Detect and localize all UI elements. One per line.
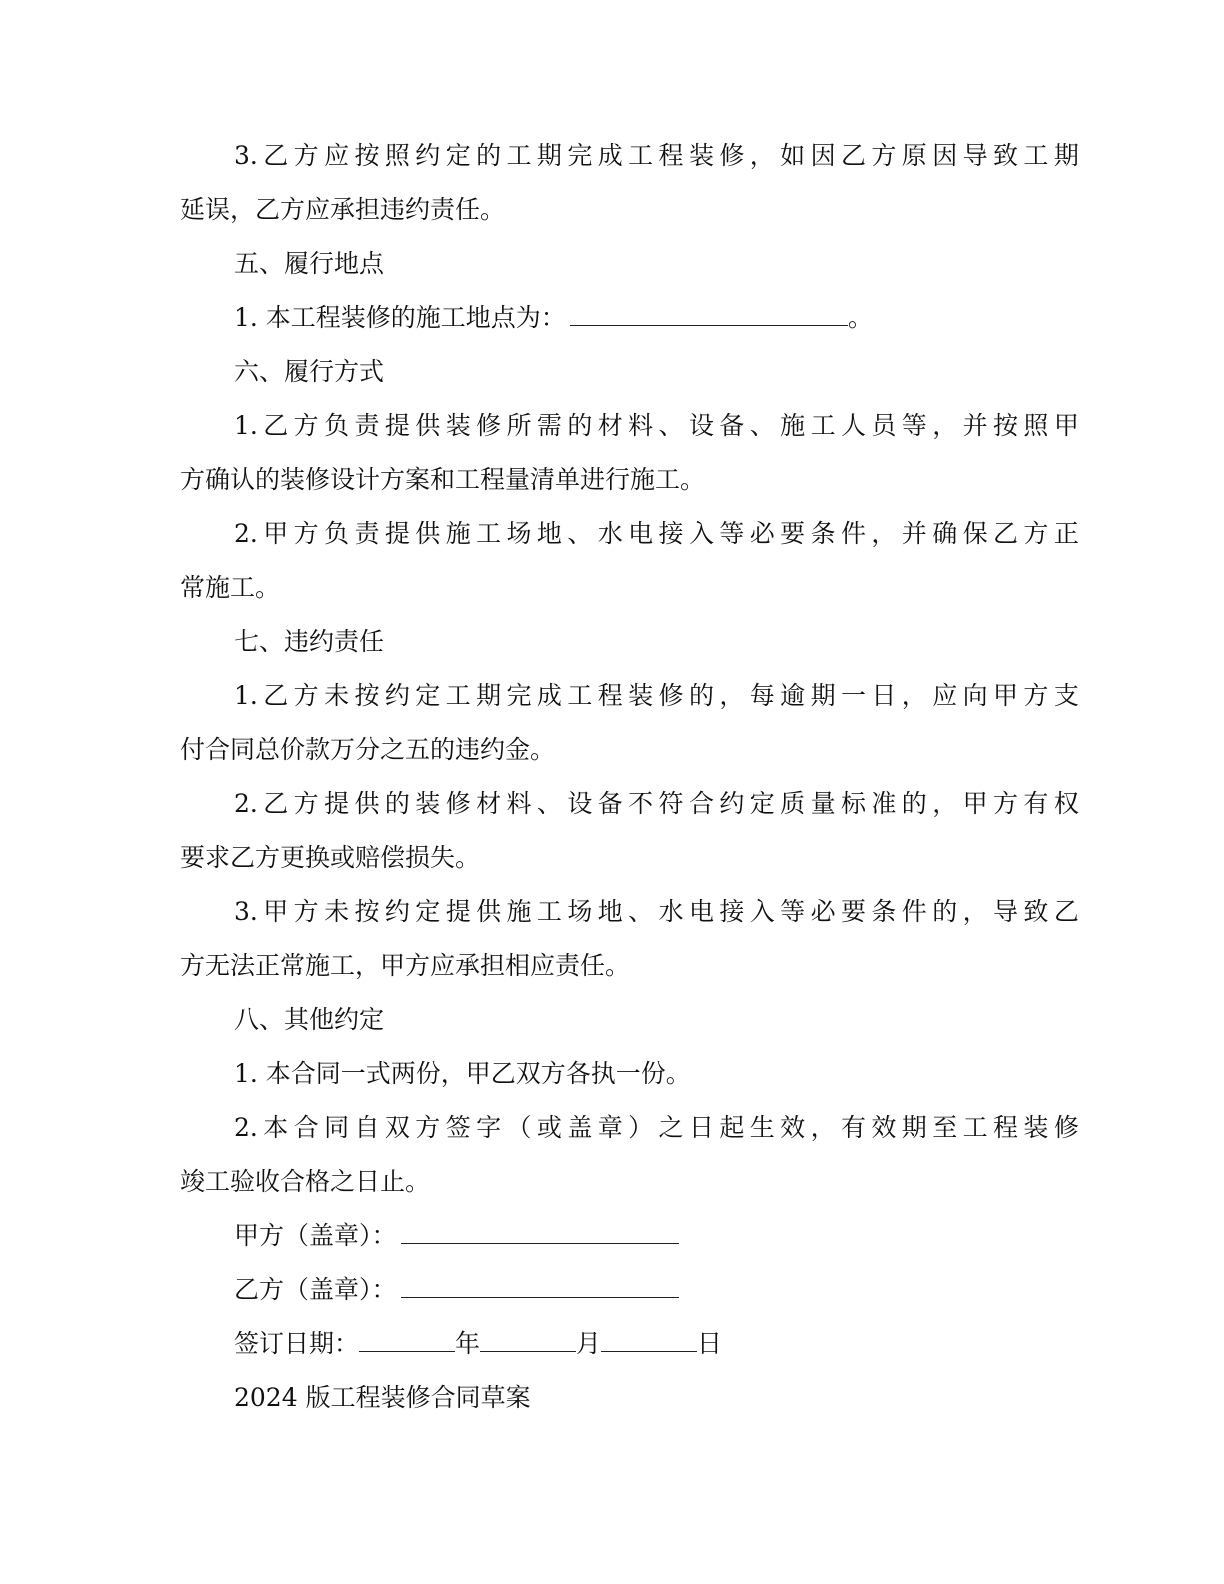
text-char: 的: [476, 141, 502, 170]
day-blank: [601, 1329, 697, 1352]
clause-6-2-line-2: 常施工。: [180, 573, 281, 602]
month-label: 月: [576, 1329, 602, 1358]
text-char: 接: [719, 897, 745, 926]
text-char: 方: [1023, 681, 1049, 710]
text-char: 的: [901, 789, 927, 818]
year-label: 年: [455, 1329, 481, 1358]
text-char: 修: [1053, 1113, 1079, 1142]
text-char: 员: [871, 411, 897, 440]
text-char: 起: [719, 1113, 745, 1142]
text-char: 提: [445, 897, 471, 926]
text-char: 未: [324, 681, 350, 710]
text-char: 的: [688, 681, 714, 710]
text-char: ，: [719, 681, 745, 710]
text-char: 工: [810, 411, 836, 440]
text-char: 供: [415, 411, 441, 440]
text-char: 2.: [234, 519, 258, 548]
text-char: 向: [962, 681, 988, 710]
text-char: 负: [324, 519, 350, 548]
text-char: 工: [962, 1113, 988, 1142]
text-char: 设: [567, 789, 593, 818]
text-char: ，: [810, 1113, 836, 1142]
text-char: 工: [628, 141, 654, 170]
text-char: 场: [506, 519, 532, 548]
text-char: 责: [354, 519, 380, 548]
text-char: 期: [1053, 141, 1079, 170]
section-5-heading: 五、履行地点: [234, 249, 385, 278]
text-char: 装: [415, 789, 441, 818]
text-char: 人: [840, 411, 866, 440]
text-char: 合: [688, 789, 714, 818]
text-char: 装: [445, 411, 471, 440]
text-char: 方: [415, 1113, 441, 1142]
section-7-heading: 七、违约责任: [234, 627, 385, 656]
text-char: 必: [749, 519, 775, 548]
text-char: 修: [445, 789, 471, 818]
party-b-signature: [234, 1274, 1094, 1306]
text-char: 日: [871, 681, 897, 710]
clause-8-2-line-2: 竣工验收合格之日止。: [180, 1167, 431, 1196]
text-char: ，: [932, 411, 958, 440]
text-char: 提: [324, 789, 350, 818]
text-char: 之: [658, 1113, 684, 1142]
text-char: 材: [597, 411, 623, 440]
clause-7-2-line-1: [234, 788, 1079, 820]
text-char: 场: [567, 897, 593, 926]
text-char: 方: [293, 681, 319, 710]
text-char: 并: [962, 411, 988, 440]
text-char: 致: [1023, 897, 1049, 926]
text-char: 设: [688, 411, 714, 440]
text-char: 至: [932, 1113, 958, 1142]
text-char: 乙: [993, 519, 1019, 548]
text-char: 定: [749, 789, 775, 818]
text-char: 不: [628, 789, 654, 818]
text-char: 工: [1023, 141, 1049, 170]
text-char: 方: [293, 141, 319, 170]
text-char: 条: [810, 519, 836, 548]
text-char: 生: [749, 1113, 775, 1142]
text-char: 1.: [234, 411, 258, 440]
text-char: 装: [1023, 1113, 1049, 1142]
clause-8-2-line-1: [234, 1112, 1079, 1144]
text-char: 供: [354, 789, 380, 818]
text-char: 等: [901, 411, 927, 440]
text-char: ，: [962, 897, 988, 926]
text-char: 、: [567, 519, 593, 548]
text-char: 准: [871, 789, 897, 818]
text-char: 期: [536, 141, 562, 170]
text-char: 负: [324, 411, 350, 440]
text-char: 致: [993, 141, 1019, 170]
text-char: 水: [597, 519, 623, 548]
clause-6-2-line-1: [234, 518, 1079, 550]
text-char: 合: [293, 1113, 319, 1142]
text-char: 甲: [1053, 411, 1079, 440]
text-char: 水: [658, 897, 684, 926]
text-char: 修: [719, 141, 745, 170]
text-char: 乙: [263, 411, 289, 440]
text-char: 件: [840, 519, 866, 548]
text-char: 有: [1023, 789, 1049, 818]
section-6-heading: 六、履行方式: [234, 357, 385, 386]
text-char: 提: [384, 411, 410, 440]
text-char: 成: [536, 681, 562, 710]
text-char: 材: [476, 789, 502, 818]
text-char: 方: [293, 789, 319, 818]
text-char: 件: [901, 897, 927, 926]
month-blank: [480, 1329, 576, 1352]
text-char: 等: [780, 897, 806, 926]
text-char: （: [506, 1113, 532, 1142]
text-char: 乙: [263, 681, 289, 710]
text-char: 期: [901, 1113, 927, 1142]
text-char: 料: [628, 411, 654, 440]
text-char: 标: [840, 789, 866, 818]
text-char: 权: [1053, 789, 1079, 818]
text-char: 有: [840, 1113, 866, 1142]
text-char: 工: [476, 519, 502, 548]
clause-6-1-line-2: 方确认的装修设计方案和工程量清单进行施工。: [180, 465, 706, 494]
footer-title: 2024 版工程装修合同草案: [234, 1383, 531, 1412]
text-char: 要: [840, 897, 866, 926]
clause-5-1-label: 1. 本工程装修的施工地点为：: [234, 303, 566, 332]
text-char: 字: [476, 1113, 502, 1142]
text-char: 供: [415, 519, 441, 548]
text-char: 2.: [234, 1113, 258, 1142]
text-char: 工: [506, 141, 532, 170]
text-char: 章: [597, 1113, 623, 1142]
text-char: 的: [567, 411, 593, 440]
text-char: 原: [901, 141, 927, 170]
text-char: 装: [688, 141, 714, 170]
text-char: 方: [293, 519, 319, 548]
text-char: 效: [871, 1113, 897, 1142]
text-char: 质: [780, 789, 806, 818]
text-char: 并: [901, 519, 927, 548]
text-char: 未: [324, 897, 350, 926]
text-char: 逾: [780, 681, 806, 710]
text-char: 期: [476, 681, 502, 710]
text-char: 提: [384, 519, 410, 548]
text-char: 甲: [993, 681, 1019, 710]
text-char: 导: [993, 897, 1019, 926]
text-char: 必: [810, 897, 836, 926]
section-8-heading: 八、其他约定: [234, 1005, 385, 1034]
clause-7-3-line-2: 方无法正常施工，甲方应承担相应责任。: [180, 951, 631, 980]
text-char: 地: [536, 519, 562, 548]
text-char: 期: [810, 681, 836, 710]
text-char: 约: [384, 681, 410, 710]
text-char: 成: [597, 141, 623, 170]
party-a-label: 甲方（盖章）：: [234, 1221, 397, 1250]
text-char: 工: [567, 681, 593, 710]
text-char: 约: [415, 141, 441, 170]
clause-4-3-line-2: 延误，乙方应承担违约责任。: [180, 195, 506, 224]
text-char: 确: [932, 519, 958, 548]
text-char: 效: [780, 1113, 806, 1142]
text-char: 需: [536, 411, 562, 440]
text-char: 完: [567, 141, 593, 170]
text-char: 按: [993, 411, 1019, 440]
text-char: 按: [354, 897, 380, 926]
text-char: 装: [628, 681, 654, 710]
text-char: 供: [476, 897, 502, 926]
text-char: 正: [1053, 519, 1079, 548]
clause-8-1: 1. 本合同一式两份，甲乙双方各执一份。: [234, 1059, 691, 1088]
text-char: 如: [780, 141, 806, 170]
text-char: 乙: [840, 141, 866, 170]
text-char: 双: [384, 1113, 410, 1142]
text-char: 、: [749, 411, 775, 440]
text-char: 条: [871, 897, 897, 926]
text-char: 修: [658, 681, 684, 710]
text-char: 3.: [234, 897, 258, 926]
clause-7-3-line-1: [234, 896, 1079, 928]
text-char: 2.: [234, 789, 258, 818]
text-char: 本: [263, 1113, 289, 1142]
text-char: 工: [445, 681, 471, 710]
text-char: 完: [506, 681, 532, 710]
location-blank: [570, 303, 848, 326]
text-char: ，: [871, 519, 897, 548]
party-b-label: 乙方（盖章）：: [234, 1275, 397, 1304]
text-char: 乙: [263, 789, 289, 818]
text-char: 所: [506, 411, 532, 440]
text-char: 量: [810, 789, 836, 818]
text-char: 施: [780, 411, 806, 440]
text-char: 备: [597, 789, 623, 818]
text-char: 定: [415, 897, 441, 926]
text-char: 因: [932, 141, 958, 170]
text-char: 方: [293, 897, 319, 926]
text-char: 工: [536, 897, 562, 926]
text-char: 盖: [567, 1113, 593, 1142]
text-char: 因: [810, 141, 836, 170]
text-char: 入: [749, 897, 775, 926]
text-char: 符: [658, 789, 684, 818]
text-char: 定: [445, 141, 471, 170]
text-char: 每: [749, 681, 775, 710]
text-char: 或: [536, 1113, 562, 1142]
text-char: ）: [628, 1113, 654, 1142]
text-char: 方: [1023, 519, 1049, 548]
text-char: 电: [628, 519, 654, 548]
text-char: ，: [932, 789, 958, 818]
text-char: 应: [324, 141, 350, 170]
text-char: 责: [354, 411, 380, 440]
text-char: 、: [658, 411, 684, 440]
text-char: 自: [354, 1113, 380, 1142]
text-char: 一: [840, 681, 866, 710]
text-char: 甲: [263, 519, 289, 548]
clause-5-1: [234, 302, 1094, 334]
text-char: 甲: [962, 789, 988, 818]
text-char: ，: [901, 681, 927, 710]
party-a-blank: [401, 1221, 679, 1244]
text-char: 程: [658, 141, 684, 170]
sign-date: [234, 1328, 1094, 1360]
text-char: 、: [628, 897, 654, 926]
text-char: 地: [597, 897, 623, 926]
text-char: 程: [597, 681, 623, 710]
text-char: 要: [780, 519, 806, 548]
text-char: 入: [688, 519, 714, 548]
text-char: 应: [932, 681, 958, 710]
clause-6-1-line-1: [234, 410, 1079, 442]
text-char: 3.: [234, 141, 258, 170]
text-char: 的: [932, 897, 958, 926]
text-char: 料: [506, 789, 532, 818]
clause-5-1-end: 。: [847, 303, 873, 332]
text-char: ，: [749, 141, 775, 170]
text-char: 按: [354, 681, 380, 710]
text-char: 电: [688, 897, 714, 926]
text-char: 备: [719, 411, 745, 440]
clause-7-2-line-2: 要求乙方更换或赔偿损失。: [180, 843, 481, 872]
text-char: 导: [962, 141, 988, 170]
text-char: 照: [384, 141, 410, 170]
text-char: 约: [719, 789, 745, 818]
clause-4-3-line-1: [234, 140, 1079, 172]
party-b-blank: [401, 1275, 679, 1298]
text-char: 方: [993, 789, 1019, 818]
text-char: 的: [384, 789, 410, 818]
text-char: 程: [993, 1113, 1019, 1142]
text-char: 按: [354, 141, 380, 170]
text-char: 支: [1053, 681, 1079, 710]
text-char: 方: [293, 411, 319, 440]
text-char: 等: [719, 519, 745, 548]
text-char: 修: [476, 411, 502, 440]
text-char: 施: [445, 519, 471, 548]
text-char: 乙: [1053, 897, 1079, 926]
clause-7-1-line-2: 付合同总价款万分之五的违约金。: [180, 735, 556, 764]
year-blank: [359, 1329, 455, 1352]
text-char: 接: [658, 519, 684, 548]
party-a-signature: [234, 1220, 1094, 1252]
sign-date-label: 签订日期：: [234, 1329, 360, 1358]
text-char: 乙: [263, 141, 289, 170]
text-char: 、: [536, 789, 562, 818]
text-char: 施: [506, 897, 532, 926]
text-char: 方: [871, 141, 897, 170]
text-char: 定: [415, 681, 441, 710]
day-label: 日: [697, 1329, 723, 1358]
text-char: 约: [384, 897, 410, 926]
text-char: 日: [688, 1113, 714, 1142]
text-char: 保: [962, 519, 988, 548]
text-char: 甲: [263, 897, 289, 926]
text-char: 同: [324, 1113, 350, 1142]
text-char: 照: [1023, 411, 1049, 440]
text-char: 1.: [234, 681, 258, 710]
text-char: 签: [445, 1113, 471, 1142]
clause-7-1-line-1: [234, 680, 1079, 712]
